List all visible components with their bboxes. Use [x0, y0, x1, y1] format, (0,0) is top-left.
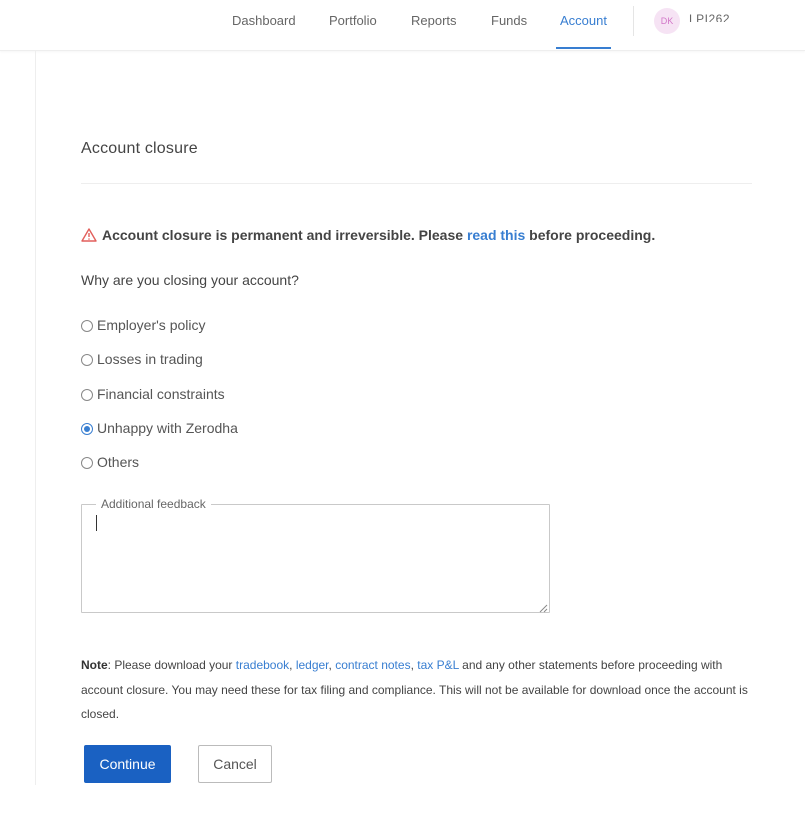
nav-dashboard[interactable]: Dashboard [232, 13, 296, 28]
radio-button[interactable] [81, 320, 93, 332]
note-separator: , [410, 658, 418, 672]
note-label: Note [81, 658, 108, 672]
radio-button-selected[interactable] [81, 423, 93, 435]
warning-text-before: Account closure is permanent and irreversible. Please [102, 227, 467, 243]
tax-pnl-link[interactable]: tax P&L [417, 658, 459, 672]
title-divider [81, 183, 752, 184]
text-caret [96, 515, 97, 531]
reason-label: Financial constraints [97, 386, 225, 402]
nav-portfolio[interactable]: Portfolio [329, 13, 377, 28]
cancel-button[interactable]: Cancel [198, 745, 272, 783]
radio-button[interactable] [81, 354, 93, 366]
download-note [81, 653, 761, 727]
resize-grip-icon[interactable] [538, 600, 548, 610]
warning-triangle-icon [81, 228, 97, 242]
warning-text-after: before proceeding. [525, 227, 656, 243]
content-left-border [35, 50, 36, 785]
user-id[interactable]: LPI262 [689, 12, 731, 22]
nav-account[interactable]: Account [560, 0, 607, 50]
reason-unhappy-with-zerodha[interactable] [81, 418, 238, 438]
tradebook-link[interactable]: tradebook [235, 658, 290, 672]
closure-reason-question: Why are you closing your account? [81, 272, 299, 288]
reason-label: Unhappy with Zerodha [97, 420, 238, 436]
nav-reports[interactable]: Reports [411, 13, 457, 28]
reason-label: Losses in trading [97, 351, 203, 367]
contract-notes-link[interactable]: contract notes [335, 658, 411, 672]
read-this-link[interactable]: read this [466, 227, 526, 243]
continue-button[interactable]: Continue [84, 745, 171, 783]
reason-financial-constraints[interactable] [81, 384, 225, 404]
note-separator: , [328, 658, 336, 672]
note-separator: , [289, 658, 296, 672]
reason-losses-in-trading[interactable] [81, 349, 203, 369]
reason-label: Others [97, 454, 140, 470]
top-navigation-bar [0, 0, 805, 51]
additional-feedback-input[interactable] [94, 514, 534, 602]
reason-others[interactable] [81, 452, 139, 472]
closure-warning [81, 227, 655, 243]
radio-button[interactable] [81, 389, 93, 401]
reason-label: Employer's policy [97, 317, 206, 333]
avatar[interactable]: DK [654, 8, 680, 34]
nav-funds[interactable]: Funds [491, 13, 528, 28]
ledger-link[interactable]: ledger [295, 658, 329, 672]
radio-button[interactable] [81, 457, 93, 469]
note-rest: and any other statements before proceeding with account closure. You may need these for tax filing and compliance. This will not be available for download once the account is closed. [81, 658, 748, 721]
nav-divider [633, 6, 634, 36]
page-title: Account closure [81, 140, 198, 157]
note-intro: : Please download your [107, 658, 236, 672]
reason-employers-policy[interactable] [81, 315, 206, 335]
additional-feedback-label: Additional feedback [96, 497, 211, 511]
